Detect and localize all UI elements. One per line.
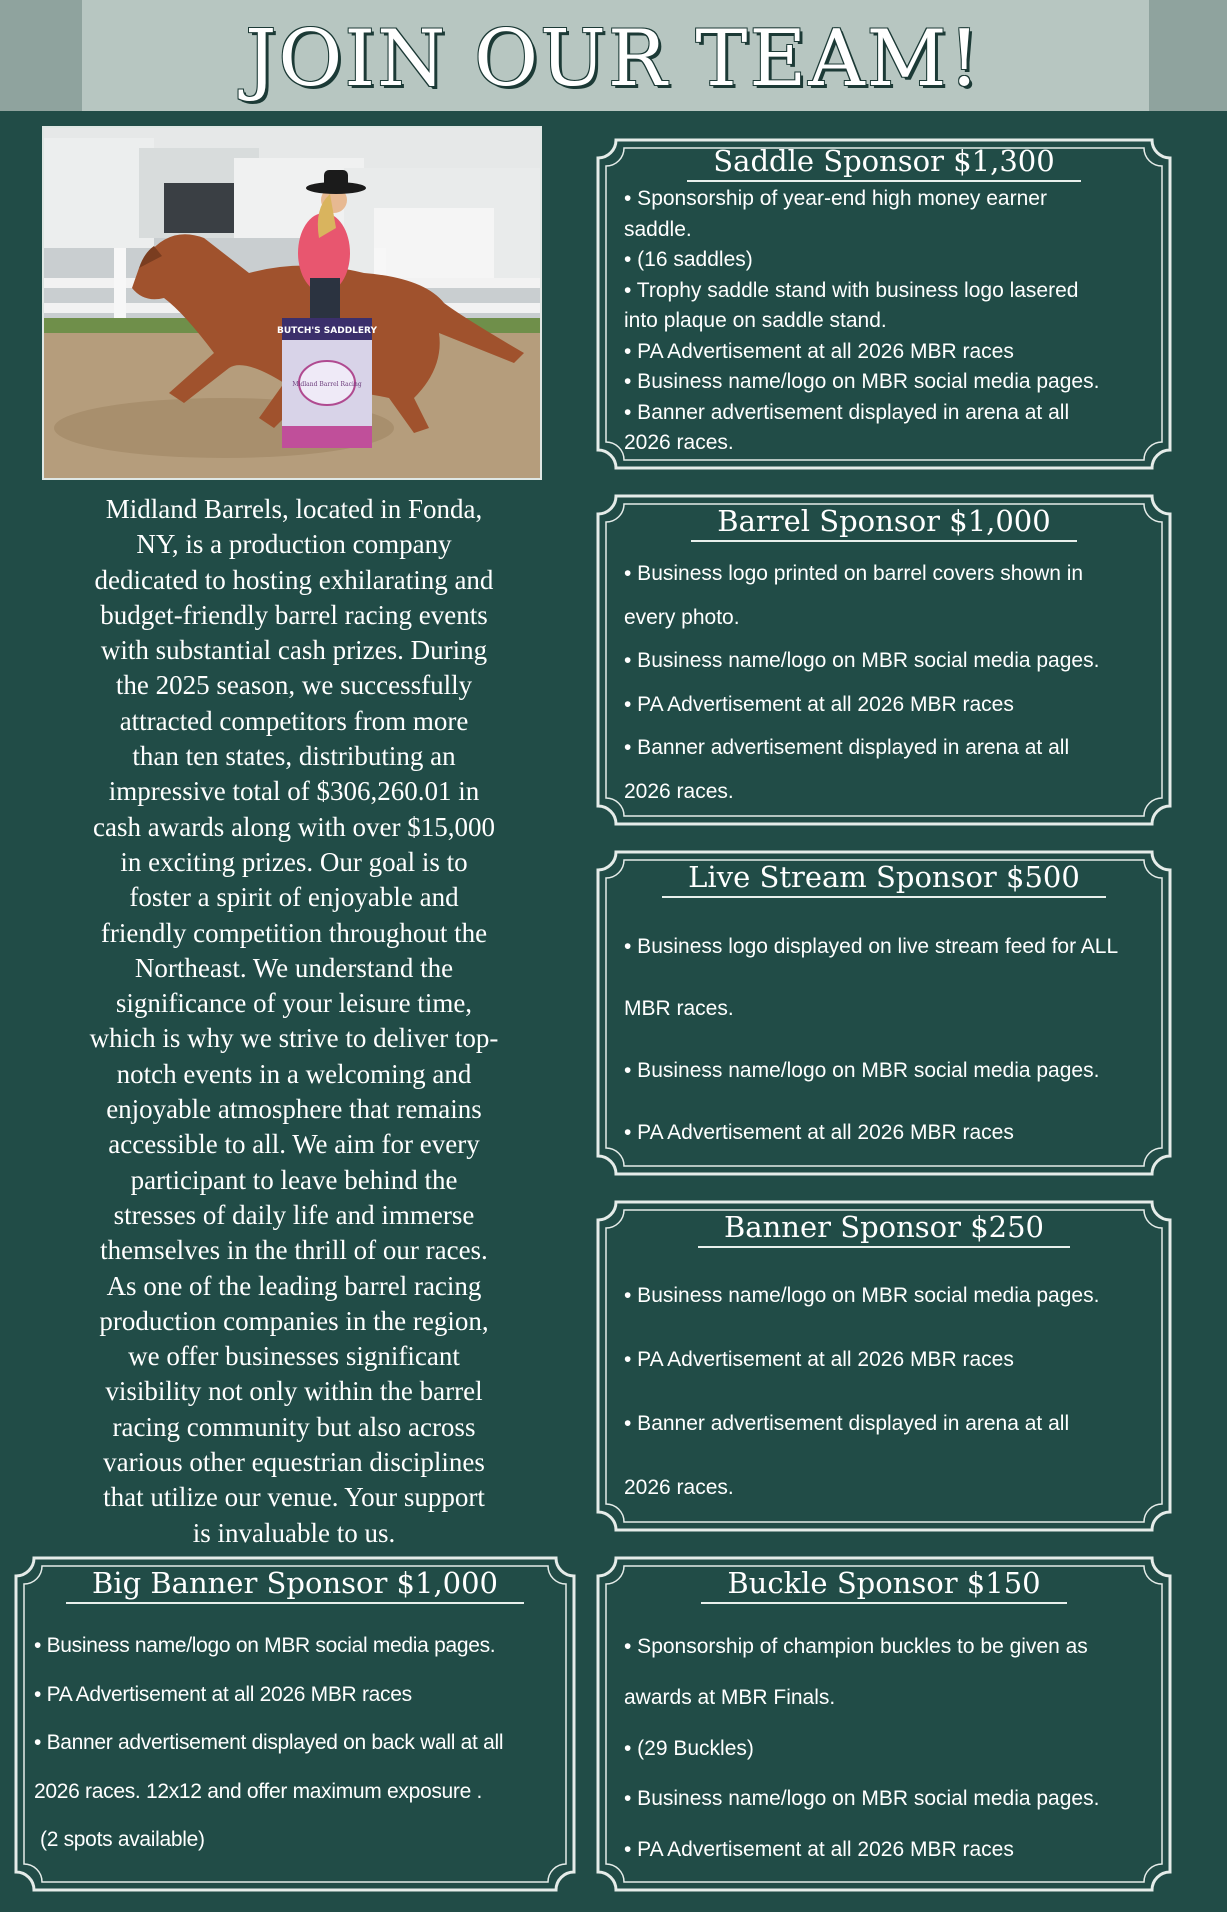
livestream-line-2: MBR races. xyxy=(624,997,734,1020)
about-paragraph: Midland Barrels, located in Fonda, NY, is a production company dedicated to hosting exhilarating and budget-friendly barrel racing events with substantial cash prizes. During the 2025 season, we successfully attracted competitors from more than ten states, distributing an impressive total of $306,260.01 in cash awards along with over $15,000 in exciting prizes. Our goal is to foster a spirit of enjoyable and friendly competition throughout the Northeast. We understand the significance of your leisure time, which is why we strive to deliver top- notch events in a welcoming and enjoyable atmosphere that remains accessible to all. We aim for every participant to leave behind the stresses of daily life and immerse themselves in the thrill of our races. As one of the leading barrel racing production companies in the region, we offer businesses significant visibility not only within the barrel racing community but also across various other equestrian disciplines that utilize our venue. Your support is invaluable to us. xyxy=(89,494,499,1548)
big-banner-line-3: • Banner advertisement displayed on back wall at all xyxy=(34,1731,504,1754)
livestream-sponsor-card xyxy=(598,852,1170,1174)
barrel-line-3: • Business name/logo on MBR social media pages. xyxy=(624,649,1100,673)
barrel-racing-photo xyxy=(42,126,542,480)
banner-line-2: • PA Advertisement at all 2026 MBR races xyxy=(624,1348,1014,1371)
banner-line-4: 2026 races. xyxy=(624,1476,734,1499)
banner-sponsor-card xyxy=(598,1202,1170,1530)
banner-line-3: • Banner advertisement displayed in arena at all xyxy=(624,1412,1070,1435)
barrel-cover-text: BUTCH'S SADDLERY xyxy=(276,326,378,336)
big-banner-line-2: • PA Advertisement at all 2026 MBR races xyxy=(34,1682,412,1706)
big-banner-line-5: (2 spots available) xyxy=(40,1828,205,1851)
page-title: JOIN OUR TEAM! xyxy=(245,14,982,104)
barrel-line-1: • Business logo printed on barrel covers shown in xyxy=(624,562,1084,585)
saddle-sponsor-card xyxy=(598,140,1170,468)
saddle-line-7: • Business name/logo on MBR social media pages. xyxy=(624,370,1100,393)
big-banner-sponsor-card xyxy=(16,1558,574,1890)
buckle-sponsor-card xyxy=(598,1558,1170,1890)
barrel-line-4: • PA Advertisement at all 2026 MBR races xyxy=(624,692,1014,716)
saddle-line-1: • Sponsorship of year-end high money earner xyxy=(624,187,1047,210)
livestream-sponsor-title: Live Stream Sponsor $500 xyxy=(662,860,1106,898)
header-band xyxy=(0,0,1227,111)
saddle-sponsor-title: Saddle Sponsor $1,300 xyxy=(687,144,1080,182)
banner-line-1: • Business name/logo on MBR social media pages. xyxy=(624,1284,1100,1307)
barrel-line-5: • Banner advertisement displayed in arena at all xyxy=(624,736,1070,760)
big-banner-line-4: 2026 races. 12x12 and offer maximum exposure . xyxy=(34,1779,483,1803)
saddle-line-2: saddle. xyxy=(624,217,692,241)
buckle-line-3: • (29 Buckles) xyxy=(624,1736,754,1760)
buckle-line-1: • Sponsorship of champion buckles to be given as xyxy=(624,1635,1088,1658)
saddle-line-5: into plaque on saddle stand. xyxy=(624,309,887,332)
buckle-line-2: awards at MBR Finals. xyxy=(624,1685,836,1709)
barrel-line-6: 2026 races. xyxy=(624,779,734,803)
buckle-line-5: • PA Advertisement at all 2026 MBR races xyxy=(624,1838,1014,1862)
saddle-line-6: • PA Advertisement at all 2026 MBR races xyxy=(624,339,1014,363)
buckle-line-4: • Business name/logo on MBR social media pages. xyxy=(624,1787,1100,1811)
buckle-sponsor-title: Buckle Sponsor $150 xyxy=(701,1566,1066,1604)
barrel-sponsor-title: Barrel Sponsor $1,000 xyxy=(691,504,1076,542)
barrel-line-2: every photo. xyxy=(624,605,740,629)
livestream-line-3: • Business name/logo on MBR social media pages. xyxy=(624,1059,1100,1082)
saddle-line-9: 2026 races. xyxy=(624,431,734,454)
livestream-line-1: • Business logo displayed on live stream feed for ALL xyxy=(624,935,1119,958)
barrel-sponsor-card xyxy=(598,496,1170,824)
barrel-logo-text: Midland Barrel Racing xyxy=(292,381,362,388)
saddle-line-8: • Banner advertisement displayed in arena at all xyxy=(624,400,1070,424)
livestream-line-4: • PA Advertisement at all 2026 MBR races xyxy=(624,1121,1014,1144)
big-banner-line-1: • Business name/logo on MBR social media pages. xyxy=(34,1634,496,1657)
banner-sponsor-title: Banner Sponsor $250 xyxy=(698,1210,1070,1248)
saddle-line-4: • Trophy saddle stand with business logo lasered xyxy=(624,278,1079,302)
saddle-line-3: • (16 saddles) xyxy=(624,248,753,271)
big-banner-sponsor-title: Big Banner Sponsor $1,000 xyxy=(66,1566,524,1604)
